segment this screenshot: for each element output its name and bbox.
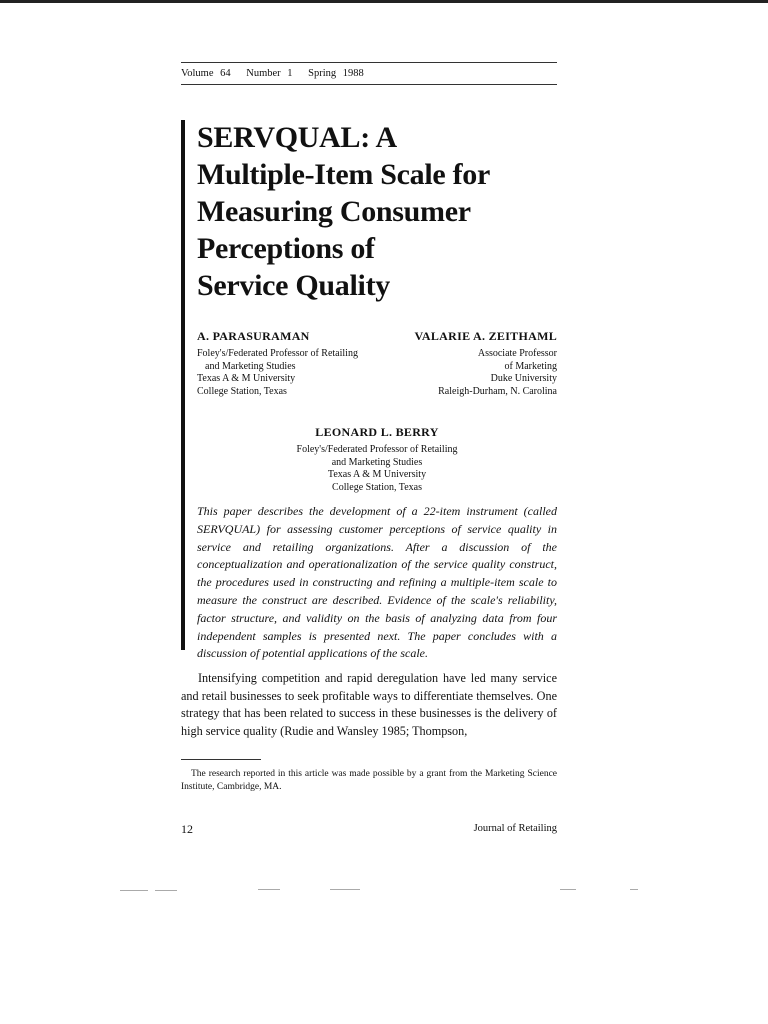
affiliation-line: College Station, Texas bbox=[332, 481, 422, 493]
title-line: SERVQUAL: A bbox=[197, 121, 397, 154]
title-line: Perceptions of bbox=[197, 232, 375, 265]
author-block-parasuraman bbox=[197, 328, 358, 398]
title-line: Service Quality bbox=[197, 269, 390, 302]
author-name: VALARIE A. ZEITHAML bbox=[414, 329, 557, 343]
affiliation-line: College Station, Texas bbox=[197, 385, 287, 397]
scan-artifact bbox=[630, 889, 638, 890]
affiliation-line: and Marketing Studies bbox=[205, 360, 296, 372]
affiliation-line: Associate Professor bbox=[477, 348, 557, 359]
article-title bbox=[197, 119, 490, 304]
author-block-zeithaml bbox=[414, 328, 557, 398]
affiliation-line: Raleigh-Durham, N. Carolina bbox=[438, 385, 557, 397]
scan-artifact bbox=[155, 890, 177, 891]
affiliation-line: and Marketing Studies bbox=[331, 456, 423, 468]
affiliation-line: Foley's/Federated Professor of Retailing bbox=[197, 348, 358, 359]
footnote-rule bbox=[181, 759, 261, 760]
affiliation-line: Foley's/Federated Professor of Retailing bbox=[296, 444, 458, 455]
author-name: LEONARD L. BERRY bbox=[315, 425, 439, 439]
footnote: The research reported in this article was made possible by a grant from the Marketing Science Institute, Cambridge, MA. bbox=[181, 769, 557, 792]
scan-artifact bbox=[560, 889, 576, 890]
scan-artifact bbox=[120, 890, 148, 891]
issue-label: Spring 1988 bbox=[308, 68, 364, 79]
scan-top-edge bbox=[0, 0, 768, 3]
header-rule-top bbox=[181, 62, 557, 63]
header-rule-bottom bbox=[181, 84, 557, 85]
number-label: Number 1 bbox=[246, 68, 293, 79]
affiliation-line: of Marketing bbox=[504, 360, 557, 372]
author-name: A. PARASURAMAN bbox=[197, 329, 310, 343]
abstract: This paper describes the development of a 22-item instrument (called SERVQUAL) for assessing customer perceptions of service quality in service and retailing organizations. After a discussion of the conceptualization and operationalization of the service quality construct, the procedures used in constructing and refining a multiple-item scale to measure the construct are described. Evidence of the scale's reliability, factor structure, and validity on the basis of analyzing data from four independent samples is presented next. The paper concludes with a discussion of potential applications of the scale. bbox=[197, 504, 557, 661]
affiliation-line: Duke University bbox=[490, 373, 557, 384]
masthead bbox=[181, 68, 373, 79]
volume-label: Volume 64 bbox=[181, 68, 231, 79]
author-block-berry bbox=[197, 424, 557, 494]
scan-artifact bbox=[330, 889, 360, 890]
title-line: Measuring Consumer bbox=[197, 195, 471, 228]
affiliation-line: Texas A & M University bbox=[197, 373, 296, 384]
journal-name: Journal of Retailing bbox=[473, 823, 557, 834]
body-paragraph: Intensifying competition and rapid deregulation have led many service and retail businesses to seek profitable ways to differentiate themselves. One strategy that has been related to success in these businesses is the delivery of high service quality (Rudie and Wansley 1985; Thompson, bbox=[181, 671, 557, 738]
title-line: Multiple-Item Scale for bbox=[197, 158, 491, 191]
affiliation-line: Texas A & M University bbox=[327, 469, 427, 480]
scan-artifact bbox=[258, 889, 280, 890]
title-side-bar bbox=[181, 120, 185, 650]
page-number: 12 bbox=[181, 822, 193, 836]
